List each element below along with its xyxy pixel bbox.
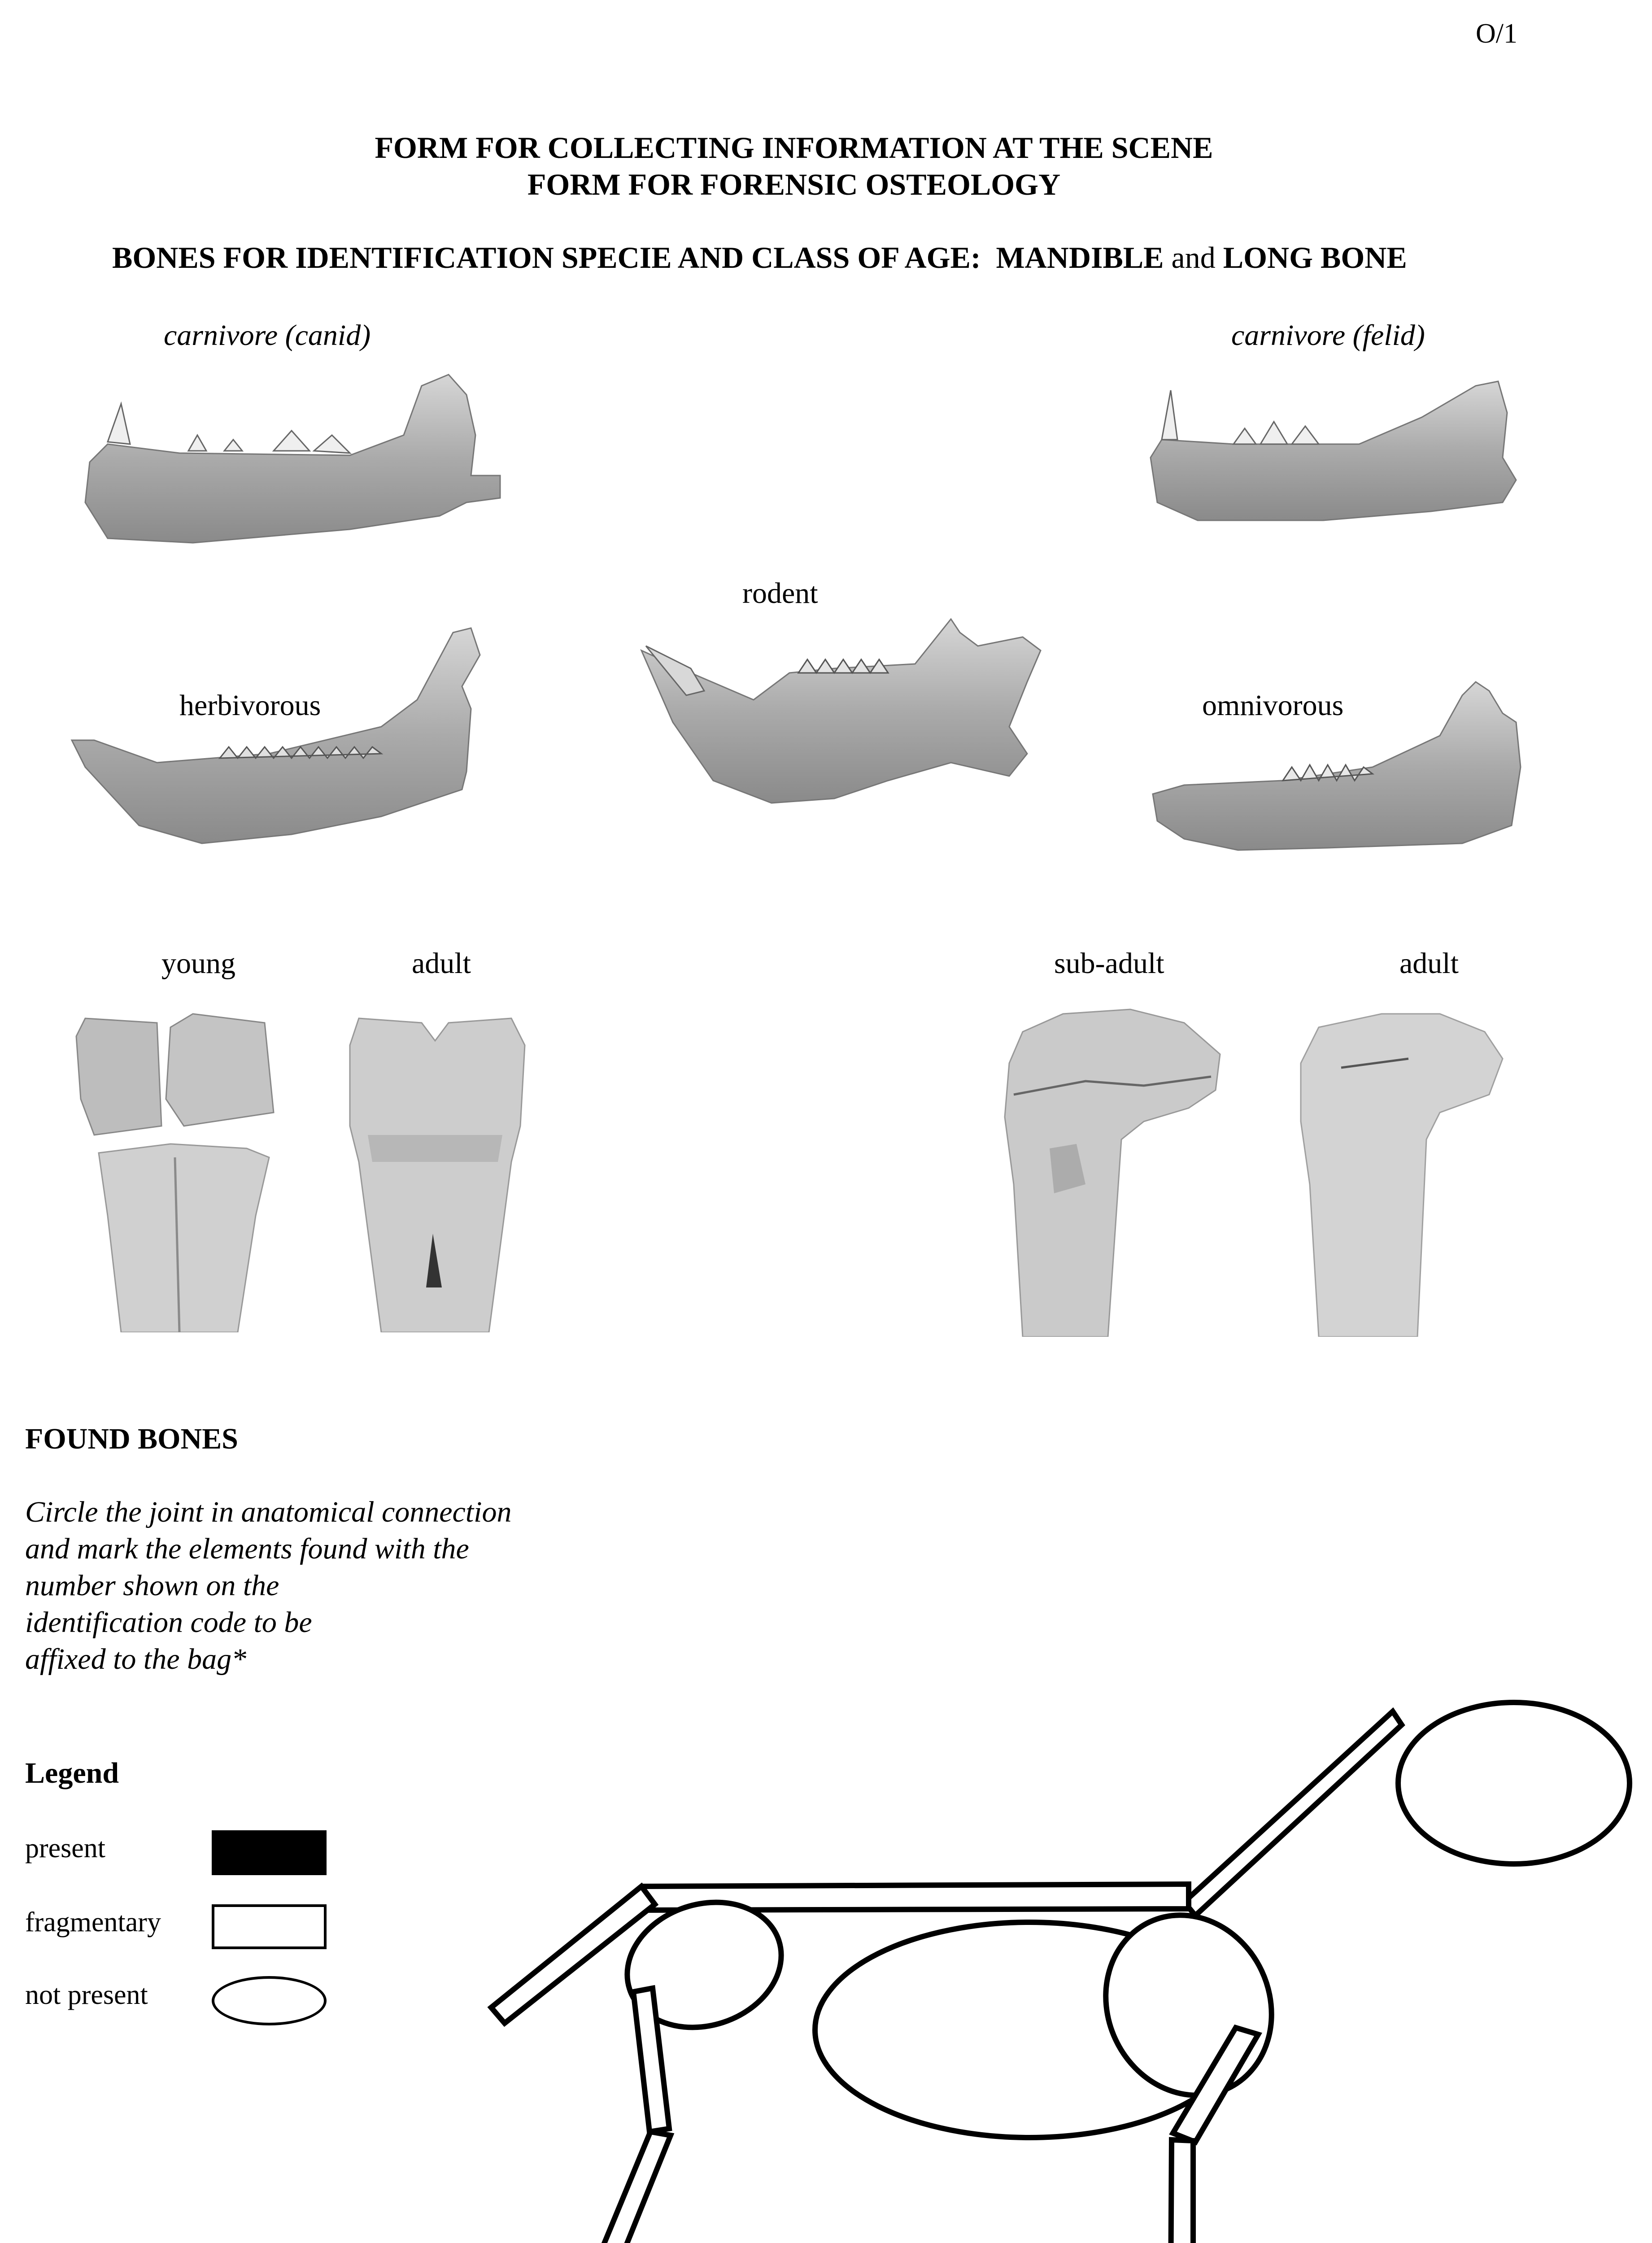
instruction-line: identification code to be [25,1606,312,1639]
form-subtitle: FORM FOR FORENSIC OSTEOLOGY [527,167,1061,201]
page-code: O/1 [1476,18,1517,49]
label-herbivorous: herbivorous [179,689,321,722]
legend-not-present-label: not present [25,1980,148,2010]
tibia-bone[interactable] [599,2132,671,2243]
label-omnivorous: omnivorous [1202,689,1344,722]
label-rodent: rodent [742,577,818,610]
section-heading-mandible: MANDIBLE [996,240,1164,275]
instruction-line: Circle the joint in anatomical connection [25,1496,512,1528]
label-young: young [161,947,235,980]
label-felid: carnivore (felid) [1231,319,1425,352]
legend-fragmentary-label: fragmentary [25,1907,161,1938]
section-heading-long-bone: LONG BONE [1223,240,1407,275]
radius-bone[interactable] [1171,2140,1193,2243]
instruction-line: number shown on the [25,1569,279,1602]
form-title: FORM FOR COLLECTING INFORMATION AT THE SCENE [375,131,1213,165]
instruction-line: affixed to the bag* [25,1643,247,1676]
section-heading-and: and [1171,240,1216,275]
label-adult-right: adult [1399,947,1459,980]
legend-present-label: present [25,1833,106,1863]
label-adult-left: adult [412,947,471,980]
legend-title: Legend [25,1757,119,1789]
label-canid: carnivore (canid) [164,319,371,352]
found-bones-heading: FOUND BONES [25,1423,238,1455]
label-sub-adult: sub-adult [1054,947,1164,980]
skull-joint-oval[interactable] [1398,1702,1630,1864]
neck-bone[interactable] [1184,1711,1402,1916]
instruction-line: and mark the elements found with the [25,1532,469,1565]
section-heading-prefix: BONES FOR IDENTIFICATION SPECIE AND CLASS OF AGE: [112,240,981,275]
